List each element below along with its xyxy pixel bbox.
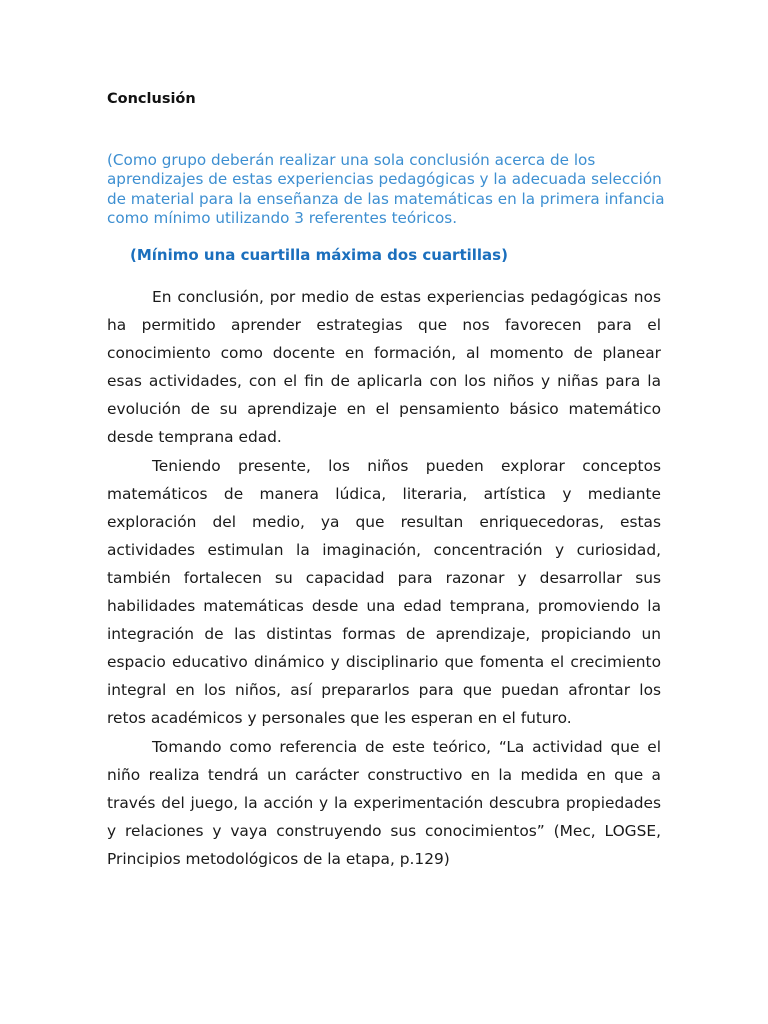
length-requirement: (Mínimo una cuartilla máxima dos cuartillas) <box>130 246 508 264</box>
paragraph-2: Teniendo presente, los niños pueden explorar conceptos matemáticos de manera lúdica, literaria, artística y mediante exploración del medio, ya que resultan enriquecedoras, estas actividades estimulan la imaginación, concentración y curiosidad, también fortalecen su capacidad para razonar y desarrollar sus habilidades matemáticas desde una edad temprana, promoviendo la integración de las distintas formas de aprendizaje, propiciando un espacio educativo dinámico y disciplinario que fomenta el crecimiento integral en los niños, así prepararlos para que puedan afrontar los retos académicos y personales que les esperan en el futuro. <box>107 456 661 728</box>
conclusion-body <box>107 283 661 873</box>
paragraph-3: Tomando como referencia de este teórico, “La actividad que el niño realiza tendrá un carácter constructivo en la medida en que a través del juego, la acción y la experimentación descubra propiedades y relaciones y vaya construyendo sus conocimientos” (Mec, LOGSE, Principios metodológicos de la etapa, p.129) <box>107 737 661 868</box>
document-title: Conclusión <box>107 91 196 107</box>
instruction-text: (Como grupo deberán realizar una sola conclusión acerca de los aprendizajes de estas experiencias pedagógicas y la adecuada selección de material para la enseñanza de las matemáticas en la primera infancia como mínimo utilizando 3 referentes teóricos. <box>107 151 665 228</box>
paragraph-1: En conclusión, por medio de estas experiencias pedagógicas nos ha permitido aprender estrategias que nos favorecen para el conocimiento como docente en formación, al momento de planear esas actividades, con el fin de aplicarla con los niños y niñas para la evolución de su aprendizaje en el pensamiento básico matemático desde temprana edad. <box>107 288 661 447</box>
